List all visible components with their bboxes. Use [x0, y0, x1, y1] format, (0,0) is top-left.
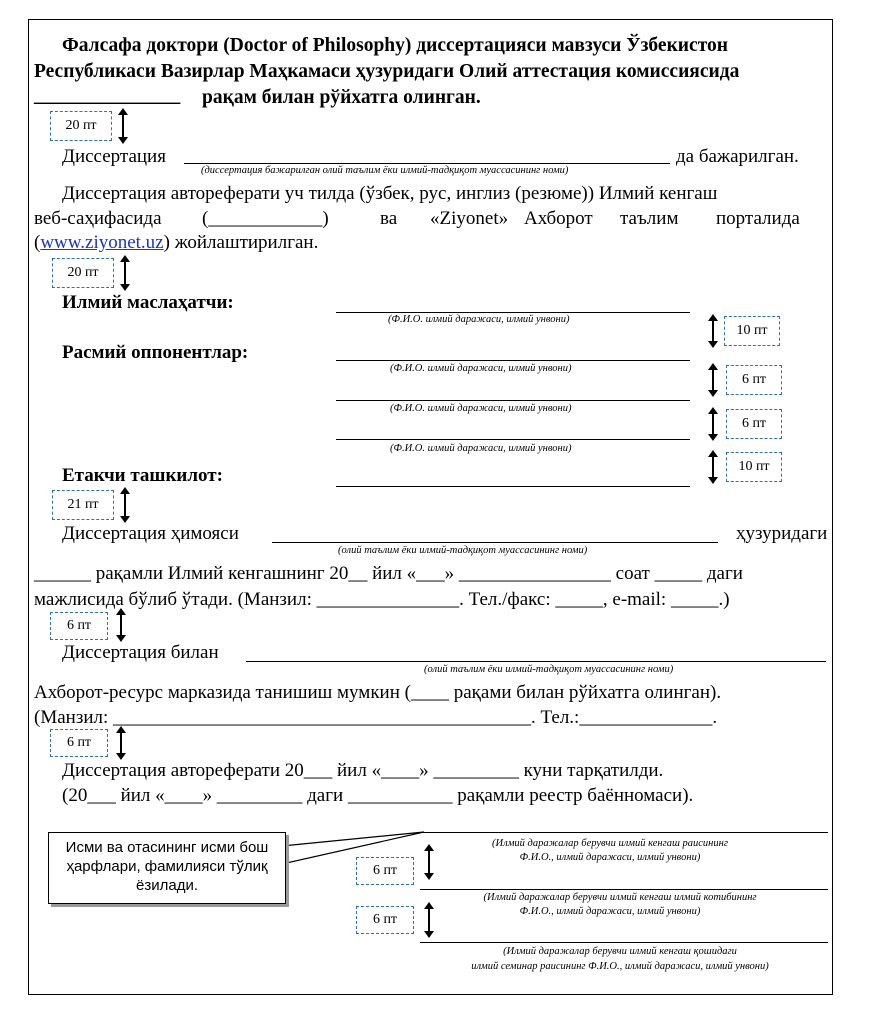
abstract-paragraph-word: таълим — [620, 208, 679, 229]
spacing-box: 6 пт — [50, 729, 108, 757]
signature-3-caption-1: (Илмий даражалар берувчи илмий кенгаш қошидаги — [503, 946, 737, 957]
vertical-arrow-icon — [424, 902, 434, 938]
vertical-arrow-icon — [424, 844, 434, 880]
callout-line: ҳарфлари, фамилияси тўлиқ — [66, 858, 268, 875]
spacing-box: 6 пт — [50, 612, 108, 640]
open-paren: ( — [34, 232, 41, 253]
library-line-2: Ахборот-ресурс марказида танишиш мумкин (____ рақами билан рўйхатга олинган). — [34, 682, 722, 703]
placed-text: ) жойлаштирилган. — [163, 232, 319, 253]
defense-caption: (олий таълим ёки илмий-тадқиқот муассасининг номи) — [338, 545, 588, 556]
defense-suffix: ҳузуридаги — [736, 523, 828, 544]
signature-2-caption-1: (Илмий даражалар берувчи илмий кенгаш илмий котибининг — [483, 892, 757, 903]
opponent-2-caption: (Ф.И.О. илмий даражаси, илмий унвони) — [390, 403, 572, 414]
library-caption: (олий таълим ёки илмий-тадқиқот муассасининг номи) — [424, 664, 674, 675]
header-line-2: Республикаси Вазирлар Маҳкамаси ҳузуридаги Олий аттестация комиссиясида — [34, 61, 740, 82]
callout-line: Исми ва отасининг исми бош — [65, 839, 269, 856]
opponents-label: Расмий оппонентлар: — [62, 342, 249, 363]
spacing-box: 10 пт — [726, 452, 782, 482]
ziyonet-link[interactable]: www.ziyonet.uz — [40, 232, 164, 253]
defense-line-3: мажлисида бўлиб ўтади. (Манзил: _______________. Тел./факс: _____, e-mail: _____.) — [34, 589, 730, 610]
defense-label: Диссертация ҳимояси — [62, 523, 239, 544]
spacing-box: 10 пт — [724, 316, 780, 346]
dissertation-label: Диссертация — [62, 146, 166, 167]
website-blank[interactable]: (____________) — [202, 208, 329, 229]
spacing-box: 6 пт — [356, 906, 414, 934]
signature-3-blank[interactable] — [420, 942, 828, 943]
spacing-box: 20 пт — [52, 258, 114, 288]
signature-1-blank[interactable] — [420, 832, 828, 833]
abstract-paragraph-word: Ахборот — [524, 208, 593, 229]
library-label: Диссертация билан — [62, 642, 219, 663]
spacing-box: 6 пт — [726, 365, 782, 395]
signature-1-caption-2: Ф.И.О., илмий даражаси, илмий унвони) — [519, 852, 701, 863]
library-line-3: (Манзил: ____________________________________________. Тел.:______________. — [34, 707, 718, 728]
opponent-3-caption: (Ф.И.О. илмий даражаси, илмий унвони) — [390, 443, 572, 454]
header-line-1: Фалсафа доктори (Doctor of Philosophy) диссертацияси мавзуси Ўзбекистон — [62, 35, 728, 56]
spacing-box: 6 пт — [726, 409, 782, 439]
abstract-distributed-line-2: (20___ йил «____» _________ даги ___________ рақамли реестр баённомаси). — [62, 785, 694, 806]
advisor-label: Илмий маслаҳатчи: — [62, 292, 234, 313]
lead-organization-label: Етакчи ташкилот: — [62, 465, 223, 486]
advisor-caption: (Ф.И.О. илмий даражаси, илмий унвони) — [388, 314, 570, 325]
abstract-distributed-line-1: Диссертация автореферати 20___ йил «____» _________ куни тарқатилди. — [62, 760, 664, 781]
institution-caption: (диссертация бажарилган олий таълим ёки илмий-тадқиқот муассасининг номи) — [201, 165, 569, 176]
dissertation-suffix: да бажарилган. — [676, 146, 799, 167]
abstract-paragraph-word: ва — [380, 208, 398, 229]
abstract-paragraph-word: веб-саҳифасида — [34, 208, 162, 229]
signature-2-caption-2: Ф.И.О., илмий даражаси, илмий унвони) — [519, 906, 701, 917]
header-line-3-text: рақам билан рўйхатга олинган. — [202, 87, 481, 108]
signature-1-caption-1: (Илмий даражалар берувчи илмий кенгаш раисининг — [492, 838, 728, 849]
abstract-paragraph-word: порталида — [716, 208, 800, 229]
defense-line-2: ______ рақамли Илмий кенгашнинг 20__ йил «___» ________________ соат _____ даги — [34, 563, 743, 584]
spacing-box: 21 пт — [52, 490, 114, 520]
spacing-box: 6 пт — [356, 857, 414, 885]
abstract-paragraph-word: «Ziyonet» — [430, 208, 509, 229]
signature-2-blank[interactable] — [420, 889, 828, 890]
callout-line: ёзилади. — [136, 877, 198, 894]
opponent-1-caption: (Ф.И.О. илмий даражаси, илмий унвони) — [390, 363, 572, 374]
spacing-box: 20 пт — [50, 111, 112, 141]
header-line-3-blank: _______________ — [34, 85, 181, 106]
callout-note — [48, 832, 286, 904]
abstract-paragraph-line-1: Диссертация автореферати уч тилда (ўзбек, рус, инглиз (резюме)) Илмий кенгаш — [62, 183, 718, 204]
signature-3-caption-2: илмий семинар раисининг Ф.И.О., илмий даражаси, илмий унвони) — [471, 961, 769, 972]
